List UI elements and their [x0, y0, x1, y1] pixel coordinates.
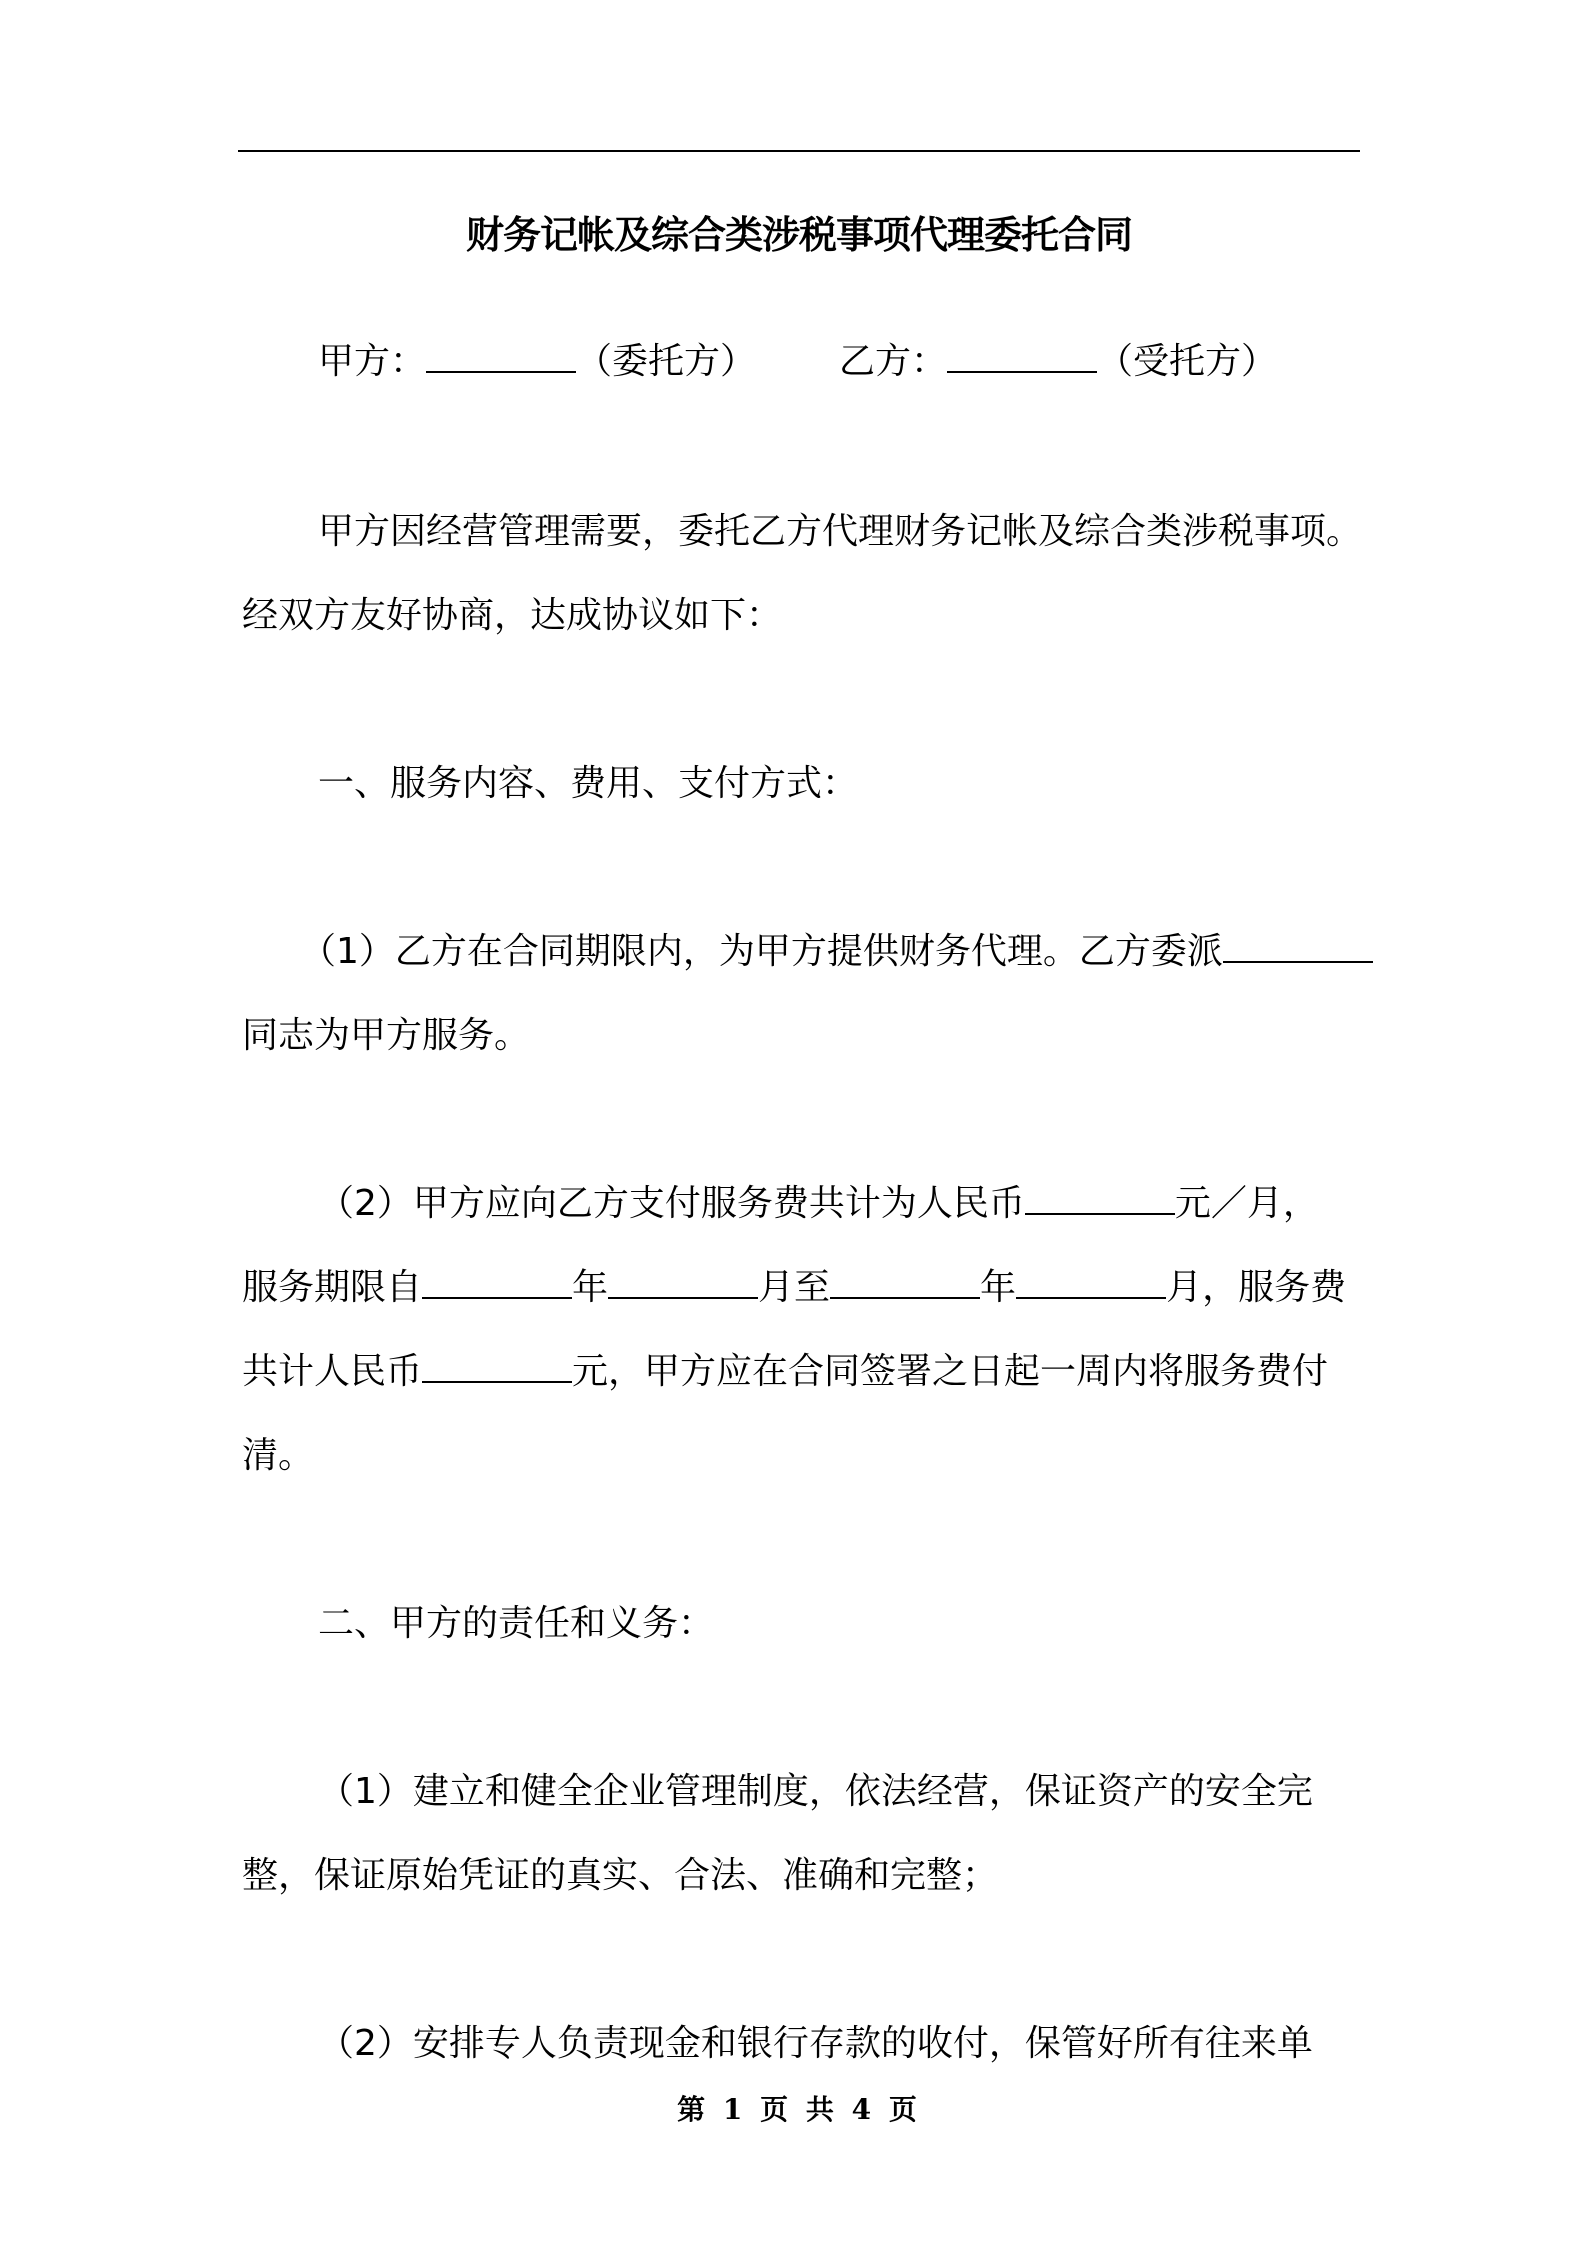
term-text-e: 月，服务费 — [1166, 1267, 1347, 1308]
party-a-blank — [426, 341, 576, 373]
parties-line — [318, 320, 1277, 404]
start-month-blank — [608, 1267, 758, 1299]
end-month-blank — [1016, 1267, 1166, 1299]
document-title: 财务记帐及综合类涉税事项代理委托合同 — [465, 213, 1132, 257]
term-text-b: 年 — [572, 1267, 609, 1308]
term-text-a: 服务期限自 — [242, 1267, 423, 1308]
section-1-item-2-line-1 — [318, 1162, 1319, 1246]
page-number-footer: 第 1 页 共 4 页 — [677, 2093, 921, 2126]
party-b-role: （受托方） — [1096, 341, 1277, 382]
section-1-item-1-text: （1）乙方在合同期限内，为甲方提供财务代理。乙方委派 — [300, 931, 1223, 972]
intro-line-2: 经双方友好协商，达成协议如下： — [242, 595, 783, 636]
term-text-d: 年 — [980, 1267, 1017, 1308]
section-1-item-2-line-3 — [242, 1330, 1328, 1414]
section-2-item-1-line-1: （1）建立和健全企业管理制度，依法经营，保证资产的安全完 — [318, 1771, 1313, 1812]
header-rule — [238, 150, 1360, 152]
section-1-item-2-line-2 — [242, 1246, 1346, 1330]
section-2-item-2-line-1: （2）安排专人负责现金和银行存款的收付，保管好所有往来单 — [318, 2023, 1313, 2064]
section-1-heading: 一、服务内容、费用、支付方式： — [318, 763, 859, 804]
total-text-a: 共计人民币 — [242, 1351, 423, 1392]
section-2-heading: 二、甲方的责任和义务： — [318, 1603, 715, 1644]
end-year-blank — [830, 1267, 980, 1299]
total-text-b: 元，甲方应在合同签署之日起一周内将服务费付 — [572, 1351, 1329, 1392]
party-a-label: 甲方： — [318, 341, 427, 382]
section-1-item-1-line-2: 同志为甲方服务。 — [242, 1015, 531, 1056]
party-a-role: （委托方） — [576, 341, 757, 382]
total-fee-blank — [422, 1351, 572, 1383]
party-b-blank — [947, 341, 1097, 373]
assignee-blank — [1223, 931, 1373, 963]
fee-text-a: （2）甲方应向乙方支付服务费共计为人民币 — [318, 1183, 1025, 1224]
section-1-item-1-line-1 — [300, 910, 1373, 994]
intro-line-1: 甲方因经营管理需要，委托乙方代理财务记帐及综合类涉税事项。 — [318, 511, 1363, 552]
monthly-fee-blank — [1025, 1183, 1175, 1215]
term-text-c: 月至 — [758, 1267, 831, 1308]
section-2-item-1-line-2: 整，保证原始凭证的真实、合法、准确和完整； — [242, 1855, 999, 1896]
fee-text-b: 元／月， — [1174, 1183, 1319, 1224]
section-1-item-2-line-4: 清。 — [242, 1435, 315, 1476]
start-year-blank — [422, 1267, 572, 1299]
party-b-label: 乙方： — [838, 341, 947, 382]
